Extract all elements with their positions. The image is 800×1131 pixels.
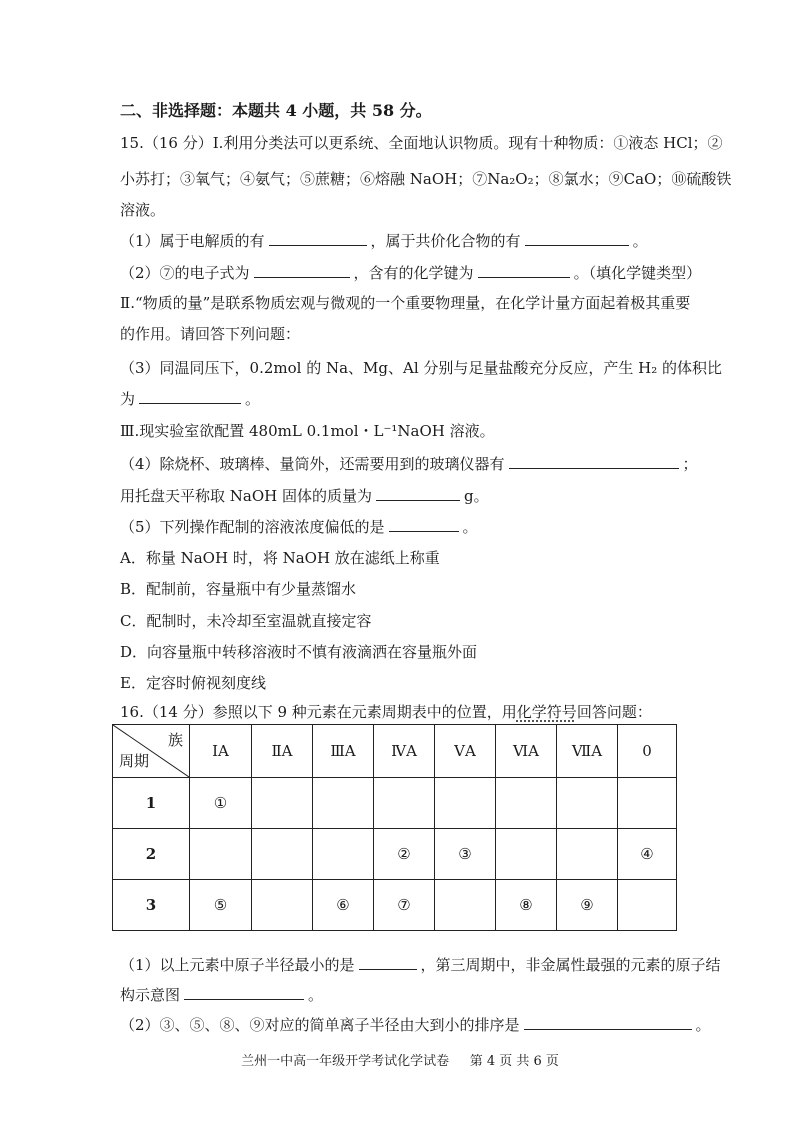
q15-p5-text-a: （5）下列操作配制的溶液浓度偏低的是: [120, 518, 385, 536]
element-cell: [313, 829, 374, 880]
element-cell: ⑤: [190, 880, 252, 931]
option-a: A．称量 NaOH 时，将 NaOH 放在滤纸上称重: [120, 549, 440, 567]
q16-intro-emphasis: 化学符号: [516, 703, 577, 721]
group-header: ⅢA: [313, 725, 374, 778]
element-cell: ⑨: [557, 880, 618, 931]
element-cell: [618, 778, 677, 829]
option-e: E．定容时俯视刻度线: [120, 674, 266, 692]
answer-blank[interactable]: [269, 230, 367, 246]
q16-part1: [120, 954, 721, 975]
option-c: C．配制时，未冷却至室温就直接定容: [120, 612, 372, 630]
element-cell: ⑧: [496, 880, 557, 931]
element-cell: [313, 778, 374, 829]
q15-part2: [120, 262, 701, 283]
q15-p1-text-a: （1）属于电解质的有: [120, 232, 265, 250]
element-cell: ③: [435, 829, 496, 880]
q15-p4-text-b: ；: [682, 455, 698, 473]
q15-p2-text-a: （2）⑦的电子式为: [120, 264, 250, 282]
q15-p1-text-b: ，属于共价化合物的有: [370, 232, 521, 250]
q15-part-ii-line2: 的作用。请回答下列问题：: [120, 325, 301, 343]
q15-p3-line1: （3）同温同压下，0.2mol 的 Na、Mg、Al 分别与足量盐酸充分反应，产生 H₂ 的体积比: [120, 359, 723, 377]
q15-stem-line2: 小苏打；③氧气；④氨气；⑤蔗糖；⑥熔融 NaOH；⑦Na₂O₂；⑧氯水；⑨CaO；⑩硫酸铁: [120, 170, 732, 188]
periodic-table: [112, 724, 677, 931]
group-label: 族: [167, 731, 183, 749]
q15-part1: [120, 230, 648, 251]
q15-p3-line2: [120, 388, 260, 409]
element-cell: ⑥: [313, 880, 374, 931]
element-cell: [374, 778, 435, 829]
group-header: 0: [618, 725, 677, 778]
group-header: ⅤA: [435, 725, 496, 778]
q16-intro-text-a: 16.（14 分）参照以下 9 种元素在元素周期表中的位置，用: [120, 703, 517, 721]
q15-p4-line2-text-a: 用托盘天平称取 NaOH 固体的质量为: [120, 487, 372, 505]
q15-p5-text-b: 。: [462, 518, 478, 536]
corner-cell: [113, 725, 190, 778]
answer-blank[interactable]: [184, 984, 304, 1000]
answer-blank[interactable]: [376, 485, 460, 501]
answer-blank[interactable]: [359, 954, 417, 970]
q16-part1-line2: [120, 984, 323, 1005]
element-cell: [252, 778, 313, 829]
group-header: ⅥA: [496, 725, 557, 778]
group-header: ⅠA: [190, 725, 252, 778]
group-header: ⅡA: [252, 725, 313, 778]
q16-p1-text-a: （1）以上元素中原子半径最小的是: [120, 956, 355, 974]
page-footer: 兰州一中高一年级开学考试化学试卷 第 4 页 共 6 页: [241, 1054, 559, 1069]
q15-part5: [120, 516, 478, 537]
table-row: [113, 829, 677, 880]
period-cell: 3: [113, 880, 190, 931]
section-title: 二、非选择题：本题共 4 小题，共 58 分。: [120, 101, 432, 120]
answer-blank[interactable]: [254, 262, 350, 278]
q15-part4: [120, 453, 698, 474]
q16-part2: [120, 1014, 711, 1035]
element-cell: [557, 778, 618, 829]
element-cell: [557, 829, 618, 880]
element-cell: [252, 829, 313, 880]
period-cell: 1: [113, 778, 190, 829]
q15-p4-line2-text-b: g。: [463, 487, 489, 505]
answer-blank[interactable]: [389, 516, 459, 532]
element-cell: ⑦: [374, 880, 435, 931]
element-cell: [252, 880, 313, 931]
period-label: 周期: [119, 752, 150, 770]
element-cell: ②: [374, 829, 435, 880]
q16-p1-text-b: ，第三周期中，非金属性最强的元素的原子结: [420, 956, 721, 974]
q15-stem-line3: 溶液。: [120, 201, 166, 219]
option-b: B．配制前，容量瓶中有少量蒸馏水: [120, 580, 357, 598]
q15-p4-text-a: （4）除烧杯、玻璃棒、量筒外，还需要用到的玻璃仪器有: [120, 455, 505, 473]
element-cell: ①: [190, 778, 252, 829]
q15-stem-line1: 15.（16 分）Ⅰ.利用分类法可以更系统、全面地认识物质。现有十种物质：①液态 HCl；②: [120, 134, 723, 152]
q16-intro-text-b: 回答问题：: [576, 703, 652, 721]
element-cell: [435, 880, 496, 931]
answer-blank[interactable]: [525, 230, 629, 246]
option-d: D．向容量瓶中转移溶液时不慎有液滴洒在容量瓶外面: [120, 643, 478, 661]
element-cell: [496, 778, 557, 829]
q15-part4-line2: [120, 485, 489, 506]
q15-p2-text-b: ，含有的化学键为: [353, 264, 474, 282]
table-row: [113, 778, 677, 829]
element-cell: [618, 880, 677, 931]
table-row: [113, 880, 677, 931]
element-cell: ④: [618, 829, 677, 880]
element-cell: [435, 778, 496, 829]
answer-blank[interactable]: [139, 388, 241, 404]
table-header-row: [113, 725, 677, 778]
q16-p2-text-a: （2）③、⑤、⑧、⑨对应的简单离子半径由大到小的排序是: [120, 1016, 520, 1034]
q16-p1-line2-text-b: 。: [308, 986, 324, 1004]
q15-p1-text-c: 。: [632, 232, 648, 250]
answer-blank[interactable]: [524, 1014, 692, 1030]
q15-p3-text-b: 。: [245, 390, 261, 408]
element-cell: [190, 829, 252, 880]
q15-part-ii-line1: Ⅱ.“物质的量”是联系物质宏观与微观的一个重要物理量，在化学计量方面起着极其重要: [120, 294, 691, 312]
q16-p1-line2-text-a: 构示意图: [120, 986, 181, 1004]
element-cell: [496, 829, 557, 880]
period-cell: 2: [113, 829, 190, 880]
answer-blank[interactable]: [509, 453, 679, 469]
q15-part-iii: Ⅲ.现实验室欲配置 480mL 0.1mol・L⁻¹NaOH 溶液。: [120, 422, 495, 440]
q15-p3-text-a: 为: [120, 390, 136, 408]
q16-intro: [120, 702, 652, 722]
group-header: ⅣA: [374, 725, 435, 778]
q16-p2-text-b: 。: [695, 1016, 711, 1034]
q15-p2-text-c: 。（填化学键类型）: [573, 264, 702, 282]
answer-blank[interactable]: [478, 262, 570, 278]
group-header: ⅦA: [557, 725, 618, 778]
